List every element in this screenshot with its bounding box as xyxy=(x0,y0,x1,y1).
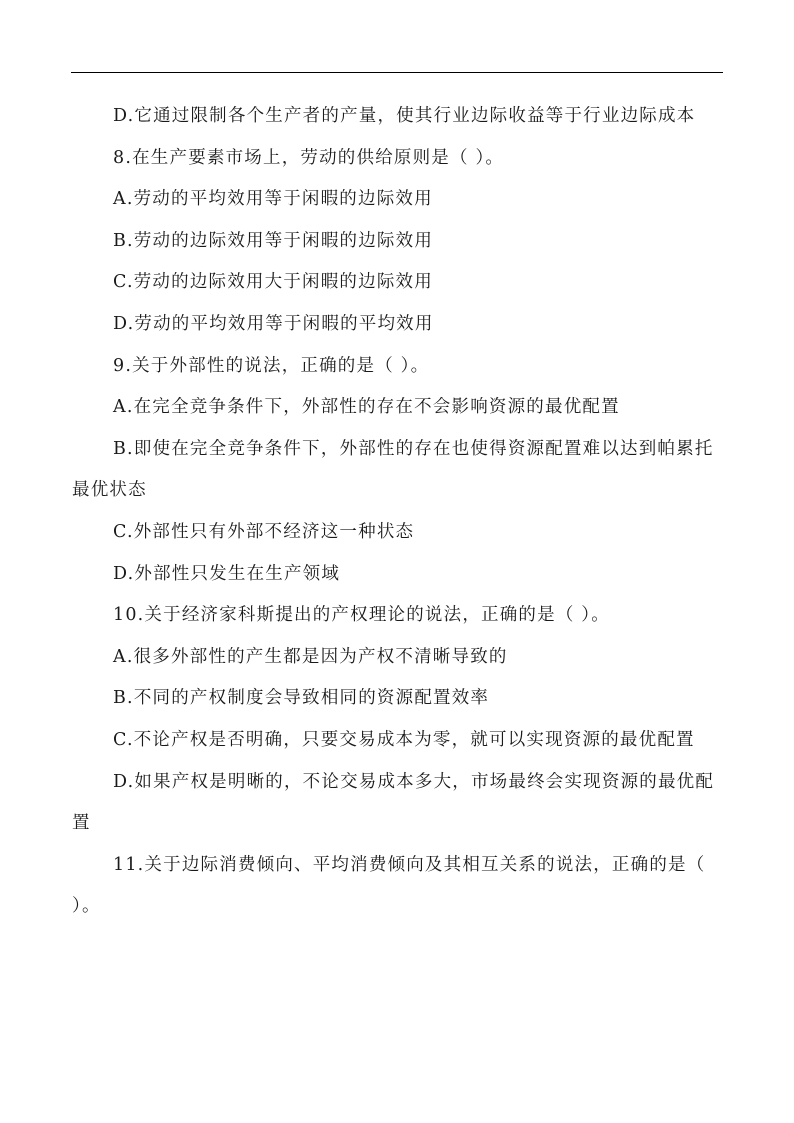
option-8b: B.劳动的边际效用等于闲暇的边际效用 xyxy=(113,230,434,251)
option-8c: C.劳动的边际效用大于闲暇的边际效用 xyxy=(113,272,433,293)
header-rule xyxy=(71,72,723,73)
question-10: 10.关于经济家科斯提出的产权理论的说法，正确的是（ ）。 xyxy=(113,605,610,626)
option-9b: B.即使在完全竞争条件下，外部性的存在也使得资源配置难以达到帕累托最优状态 xyxy=(72,438,714,501)
option-9d: D.外部性只发生在生产领域 xyxy=(113,563,341,584)
question-11: 11.关于边际消费倾向、平均消费倾向及其相互关系的说法，正确的是（ ）。 xyxy=(72,854,706,917)
document-body xyxy=(72,96,724,928)
paragraph-7d: D.它通过限制各个生产者的产量，使其行业边际收益等于行业边际成本 xyxy=(113,106,696,126)
option-10d: D.如果产权是明晰的，不论交易成本多大，市场最终会实现资源的最优配置 xyxy=(72,771,715,834)
question-9: 9.关于外部性的说法，正确的是（ ）。 xyxy=(113,355,430,376)
option-10b: B.不同的产权制度会导致相同的资源配置效率 xyxy=(113,688,490,709)
option-8a: A.劳动的平均效用等于闲暇的边际效用 xyxy=(113,189,433,210)
option-10c: C.不论产权是否明确，只要交易成本为零，就可以实现资源的最优配置 xyxy=(113,729,695,750)
option-8d: D.劳动的平均效用等于闲暇的平均效用 xyxy=(113,313,434,334)
option-9a: A.在完全竞争条件下，外部性的存在不会影响资源的最优配置 xyxy=(113,397,620,418)
option-10a: A.很多外部性的产生都是因为产权不清晰导致的 xyxy=(113,646,508,667)
option-9c: C.外部性只有外部不经济这一种状态 xyxy=(113,521,415,542)
question-8: 8.在生产要素市场上，劳动的供给原则是（ ）。 xyxy=(113,147,505,168)
